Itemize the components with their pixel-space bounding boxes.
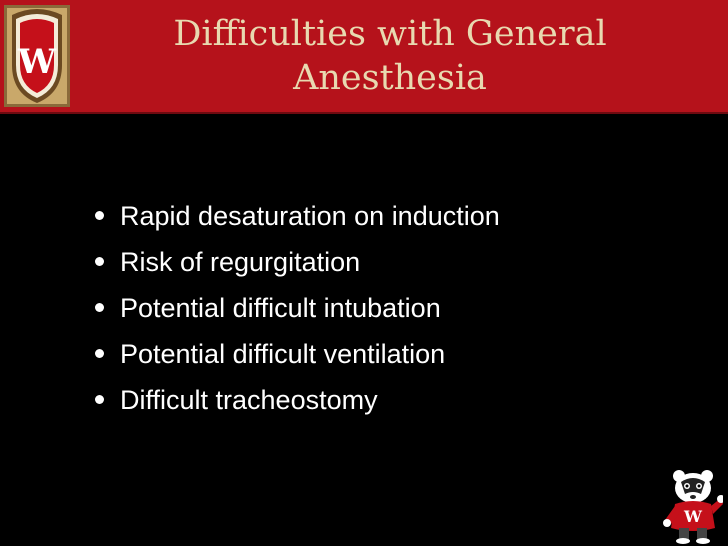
bullet-dot-icon (95, 349, 104, 358)
bullet-dot-icon (95, 395, 104, 404)
university-crest-icon (4, 5, 70, 107)
bullet-item (95, 196, 500, 242)
bullet-text: Potential difficult ventilation (120, 339, 446, 369)
bullet-dot-icon (95, 257, 104, 266)
bullet-item (95, 242, 500, 288)
bullet-dot-icon (95, 303, 104, 312)
slide-title (100, 12, 680, 100)
bullet-item (95, 288, 500, 334)
bullet-item (95, 380, 500, 426)
bullet-list (95, 196, 500, 426)
crest-letter: W (17, 42, 57, 82)
bullet-text: Risk of regurgitation (120, 247, 361, 277)
slide-title-line-1: Difficulties with General (173, 14, 607, 54)
bullet-item (95, 334, 500, 380)
mascot-letter: W (684, 507, 702, 526)
bullet-text: Potential difficult intubation (120, 293, 441, 323)
slide-title-line-2: Anesthesia (293, 58, 487, 98)
badger-mascot-icon (663, 468, 723, 544)
bullet-text: Difficult tracheostomy (120, 385, 378, 415)
bullet-dot-icon (95, 211, 104, 220)
bullet-text: Rapid desaturation on induction (120, 201, 500, 231)
header-divider (0, 112, 728, 114)
